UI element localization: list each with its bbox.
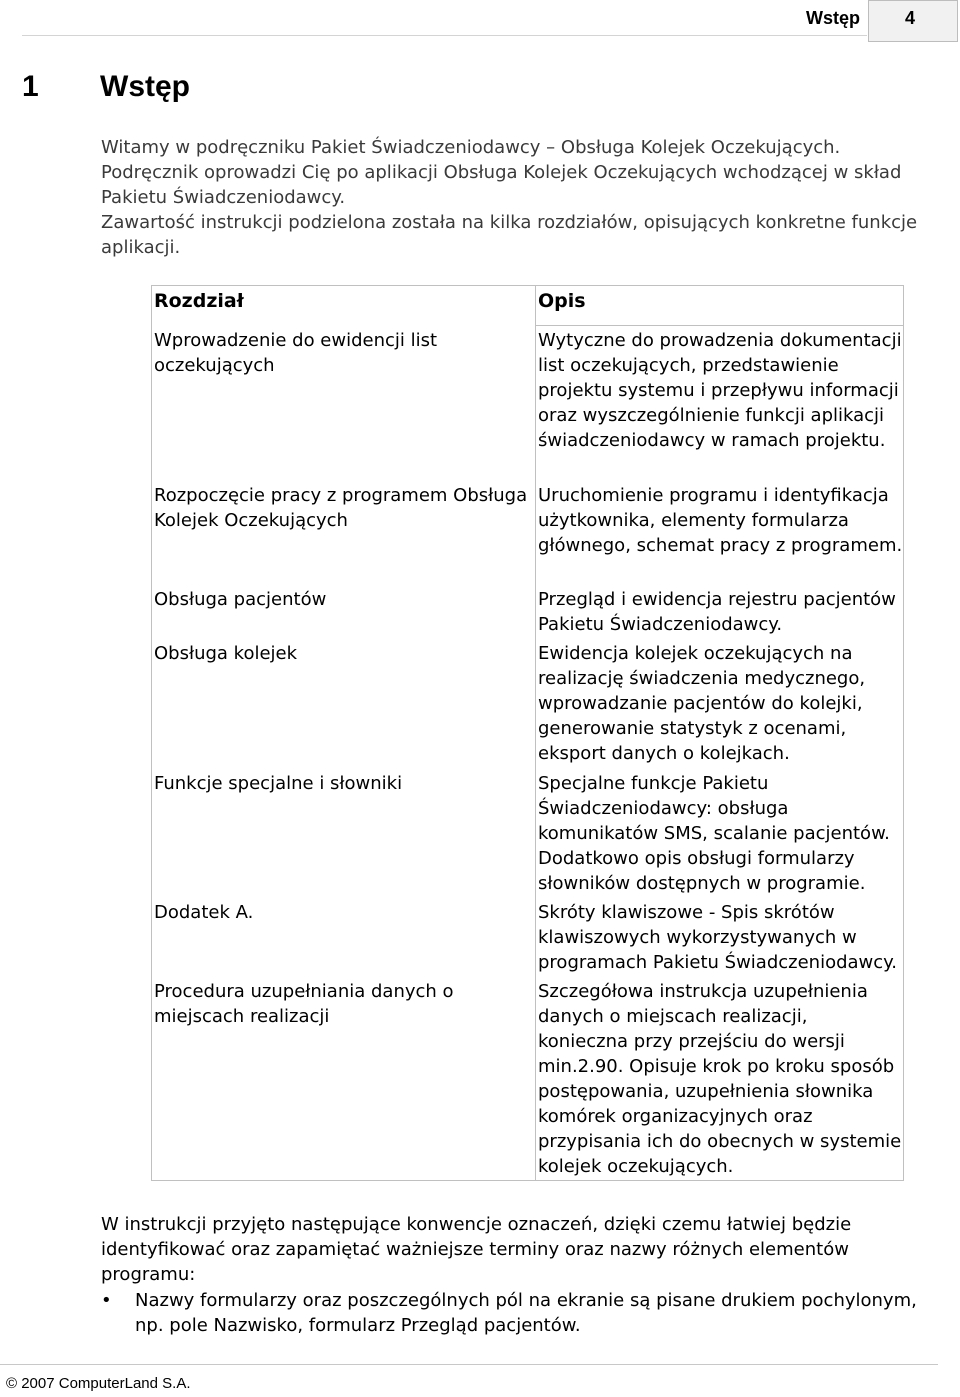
table-column-divider	[535, 286, 536, 1180]
table-cell-description: Specjalne funkcje Pakietu Świadczeniodawcy: obsługa komunikatów SMS, scalanie pacjentów. Dodatkowo opis obsługi formularzy słowników dostępnych w programie.	[538, 773, 890, 894]
footer-copyright: © 2007 ComputerLand S.A.	[6, 1375, 191, 1392]
table-cell-description: Skróty klawiszowe - Spis skrótów klawiszowych wykorzystywanych w programach Pakietu Świadczeniodawcy.	[538, 902, 897, 973]
intro-paragraph	[101, 135, 941, 260]
list-item-text: Nazwy formularzy oraz poszczególnych pól na ekranie są pisane drukiem pochylonym, np. pole Nazwisko, formularz Przegląd pacjentów.	[135, 1290, 917, 1336]
table-cell-chapter: Rozpoczęcie pracy z programem Obsługa Kolejek Oczekujących	[154, 485, 528, 531]
intro-line: Podręcznik oprowadzi Cię po aplikacji Obsługa Kolejek Oczekujących wchodzącej w skład Pakietu Świadczeniodawcy.	[101, 162, 902, 208]
table-cell-description: Przegląd i ewidencja rejestru pacjentów Pakietu Świadczeniodawcy.	[538, 589, 896, 635]
table-cell-chapter: Funkcje specjalne i słowniki	[154, 773, 403, 794]
conventions-paragraph	[101, 1212, 931, 1287]
table-header-chapter: Rozdział	[154, 290, 244, 312]
table-cell-chapter: Obsługa kolejek	[154, 643, 298, 664]
table-cell-description: Uruchomienie programu i identyfikacja użytkownika, elementy formularza głównego, schemat pracy z programem.	[538, 485, 903, 556]
chapters-table	[151, 285, 904, 1181]
chapter-title: Wstęp	[100, 70, 190, 103]
table-header-description: Opis	[538, 290, 586, 312]
intro-line: Zawartość instrukcji podzielona została na kilka rozdziałów, opisujących konkretne funkcje aplikacji.	[101, 212, 918, 258]
table-cell-chapter: Wprowadzenie do ewidencji list oczekujących	[154, 330, 438, 376]
header-rule	[22, 35, 867, 36]
bullet-icon: •	[101, 1290, 112, 1311]
table-cell-chapter: Procedura uzupełniania danych o miejscach realizacji	[154, 981, 454, 1027]
conventions-text: W instrukcji przyjęto następujące konwencje oznaczeń, dzięki czemu łatwiej będzie identyfikować oraz zapamiętać ważniejsze terminy oraz nazwy różnych elementów programu:	[101, 1214, 852, 1285]
table-cell-description: Ewidencja kolejek oczekujących na realizację świadczenia medycznego, wprowadzanie pacjentów do kolejki, generowanie statystyk z ocenami, eksport danych o kolejkach.	[538, 643, 866, 764]
table-header-rule	[535, 325, 904, 326]
table-cell-description: Wytyczne do prowadzenia dokumentacji list oczekujących, przedstawienie projektu systemu i przepływu informacji oraz wyszczególnienie funkcji aplikacji świadczeniodawcy w ramach projektu.	[538, 330, 902, 451]
table-cell-description: Szczegółowa instrukcja uzupełnienia danych o miejscach realizacji, konieczna przy przejściu do wersji min.2.90. Opisuje krok po kroku sposób postępowania, uzupełnienia słownika komórek organizacyjnych oraz przypisania ich do obecnych w systemie kolejek oczekujących.	[538, 981, 902, 1177]
chapter-number: 1	[22, 70, 39, 103]
table-cell-chapter: Dodatek A.	[154, 902, 254, 923]
table-cell-chapter: Obsługa pacjentów	[154, 589, 327, 610]
running-header-title: Wstęp	[806, 8, 860, 28]
footer-rule	[0, 1364, 938, 1365]
intro-line: Witamy w podręczniku Pakiet Świadczeniodawcy – Obsługa Kolejek Oczekujących.	[101, 137, 841, 158]
page-number: 4	[905, 8, 916, 28]
